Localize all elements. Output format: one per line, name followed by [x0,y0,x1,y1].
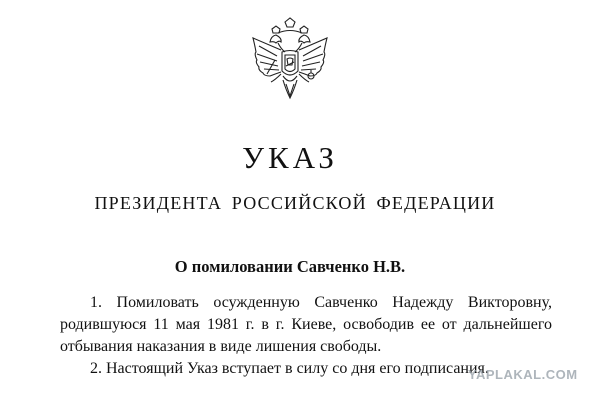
decree-title: УКАЗ [242,140,338,175]
coat-of-arms-icon [245,16,335,116]
decree-heading: О помиловании Савченко Н.В. [174,257,406,276]
decree-paragraph-2: 2. Настоящий Указ вступает в силу со дня его подписания. [90,360,489,377]
decree-subtitle: ПРЕЗИДЕНТА РОССИЙСКОЙ ФЕДЕРАЦИИ [94,193,496,213]
decree-paragraph-1: 1. Помиловать осужденную Савченко Надежду Викторовну, родившуюся 11 мая 1981 г. в г. Киеве, освободив ее от дальнейшего отбывания наказания в виде лишения свободы. [60,294,552,355]
site-watermark: YAPLAKAL.COM [468,367,578,382]
